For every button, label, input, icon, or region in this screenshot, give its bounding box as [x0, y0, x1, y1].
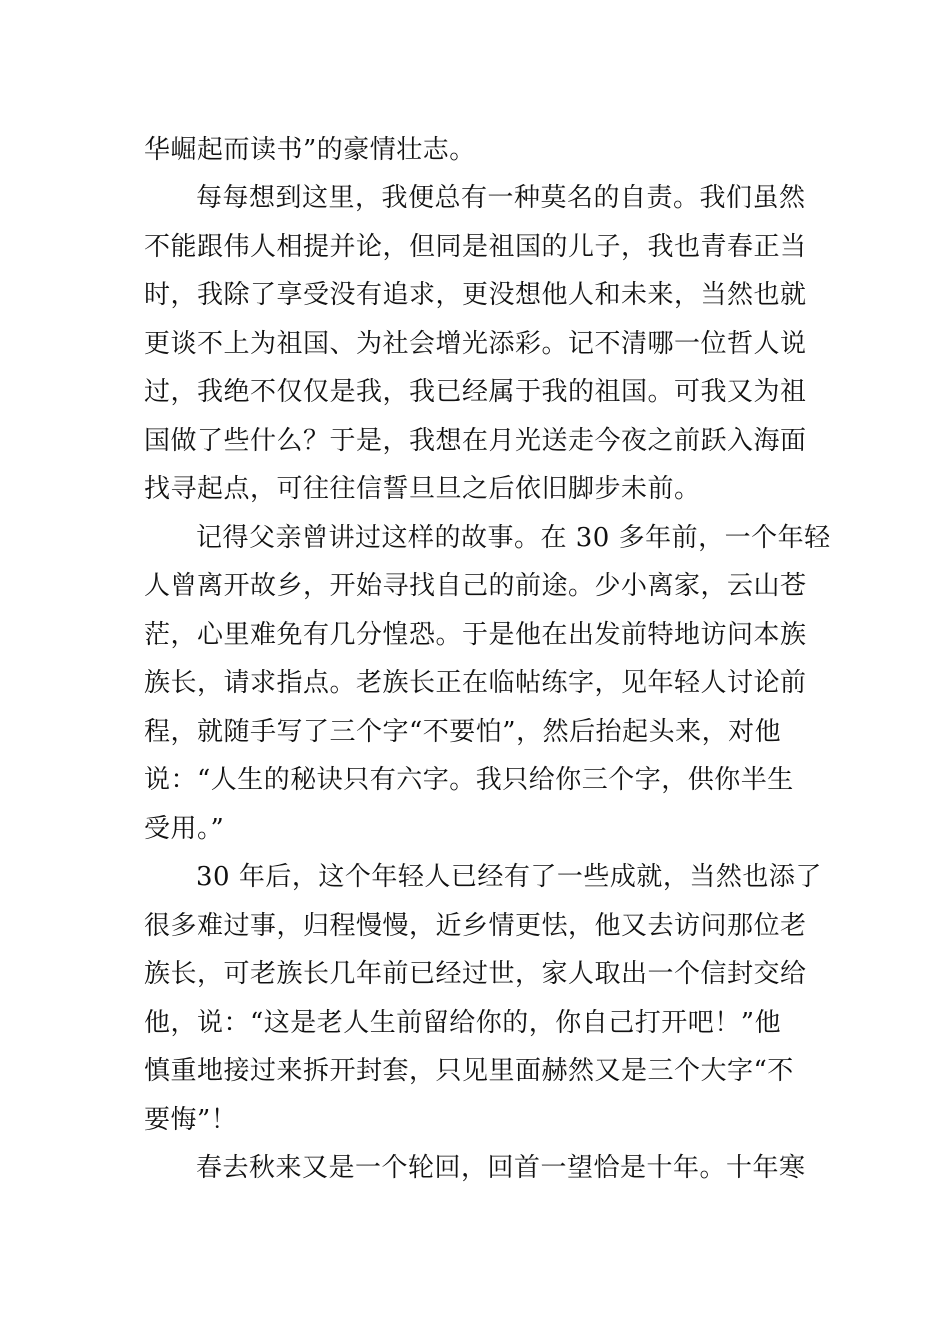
- text-line: 族长，可老族长几年前已经过世，家人取出一个信封交给: [144, 959, 807, 989]
- paragraph-start-line: 春去秋来又是一个轮回，回首一望恰是十年。十年寒: [196, 1153, 806, 1183]
- text-line: 他，说：“这是老人生前留给你的，你自己打开吧！”他: [144, 1008, 782, 1038]
- paragraph-start-line: 记得父亲曾讲过这样的故事。在 30 多年前，一个年轻: [196, 523, 831, 553]
- text-line: 人曾离开故乡，开始寻找自己的前途。少小离家，云山苍: [144, 571, 807, 601]
- text-line: 不能跟伟人相提并论，但同是祖国的儿子，我也青春正当: [144, 232, 807, 262]
- text-line: 茫，心里难免有几分惶恐。于是他在出发前特地访问本族: [144, 620, 807, 650]
- text-line: 受用。”: [144, 814, 225, 844]
- text-line: 程，就随手写了三个字“不要怕”，然后抬起头来，对他: [144, 717, 782, 747]
- text-line: 过，我绝不仅仅是我，我已经属于我的祖国。可我又为祖: [144, 377, 807, 407]
- text-line: 说：“人生的秘诀只有六字。我只给你三个字，供你半生: [144, 765, 794, 795]
- paragraph-start-line: 每每想到这里，我便总有一种莫名的自责。我们虽然: [196, 183, 806, 213]
- text-line: 很多难过事，归程慢慢，近乡情更怯，他又去访问那位老: [144, 911, 807, 941]
- text-line: 时，我除了享受没有追求，更没想他人和未来，当然也就: [144, 280, 807, 310]
- text-line: 找寻起点，可往往信誓旦旦之后依旧脚步未前。: [144, 474, 701, 504]
- text-line: 国做了些什么？于是，我想在月光送走今夜之前跃入海面: [144, 426, 807, 456]
- text-line: 族长，请求指点。老族长正在临帖练字，见年轻人讨论前: [144, 668, 807, 698]
- text-line: 要悔”！: [144, 1105, 238, 1135]
- text-line: 更谈不上为祖国、为社会增光添彩。记不清哪一位哲人说: [144, 329, 807, 359]
- paragraph-start-line: 30 年后，这个年轻人已经有了一些成就，当然也添了: [196, 862, 822, 892]
- text-line: 慎重地接过来拆开封套，只见里面赫然又是三个大字“不: [144, 1056, 794, 1086]
- text-line: 华崛起而读书”的豪情壮志。: [144, 135, 476, 165]
